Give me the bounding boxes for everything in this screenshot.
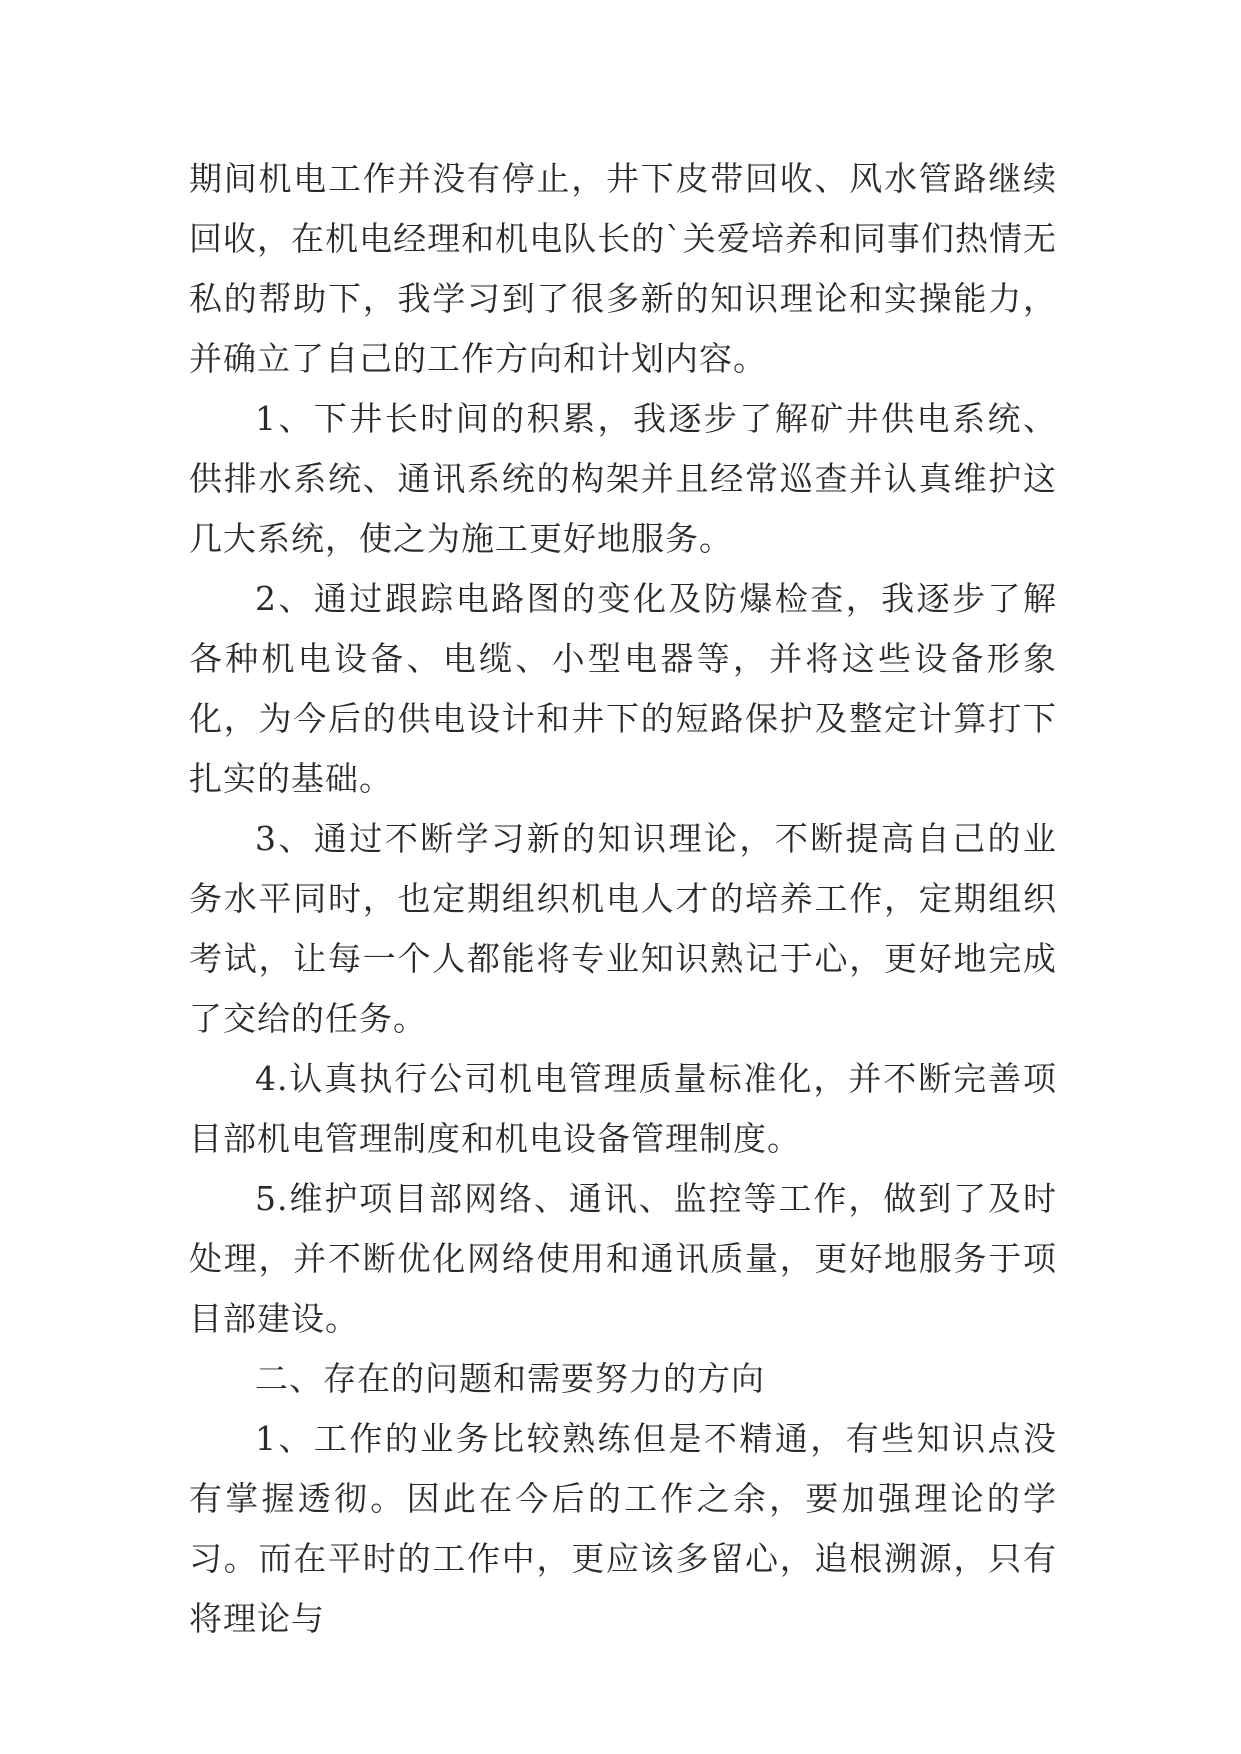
paragraph-problem-1: 1、工作的业务比较熟练但是不精通，有些知识点没有掌握透彻。因此在今后的工作之余，要加强理论的学习。而在平时的工作中，更应该多留心，追根溯源，只有将理论与	[189, 1419, 1057, 1638]
section-heading-problems: 二、存在的问题和需要努力的方向	[255, 1359, 765, 1398]
paragraph-item-2: 2、通过跟踪电路图的变化及防爆检查，我逐步了解各种机电设备、电缆、小型电器等，并将这些设备形象化，为今后的供电设计和井下的短路保护及整定计算打下扎实的基础。	[189, 579, 1057, 798]
paragraph-intro: 期间机电工作并没有停止，井下皮带回收、风水管路继续回收，在机电经理和机电队长的`关爱培养和同事们热情无私的帮助下，我学习到了很多新的知识理论和实操能力，并确立了自己的工作方向和计划内容。	[189, 159, 1057, 378]
paragraph-item-4: 4.认真执行公司机电管理质量标准化，并不断完善项目部机电管理制度和机电设备管理制度。	[189, 1059, 1057, 1158]
paragraph-item-3: 3、通过不断学习新的知识理论，不断提高自己的业务水平同时，也定期组织机电人才的培养工作，定期组织考试，让每一个人都能将专业知识熟记于心，更好地完成了交给的任务。	[189, 819, 1057, 1038]
document-body	[189, 149, 1057, 1649]
paragraph-item-5: 5.维护项目部网络、通讯、监控等工作，做到了及时处理，并不断优化网络使用和通讯质量，更好地服务于项目部建设。	[189, 1179, 1057, 1338]
paragraph-item-1: 1、下井长时间的积累，我逐步了解矿井供电系统、供排水系统、通讯系统的构架并且经常巡查并认真维护这几大系统，使之为施工更好地服务。	[189, 399, 1057, 558]
